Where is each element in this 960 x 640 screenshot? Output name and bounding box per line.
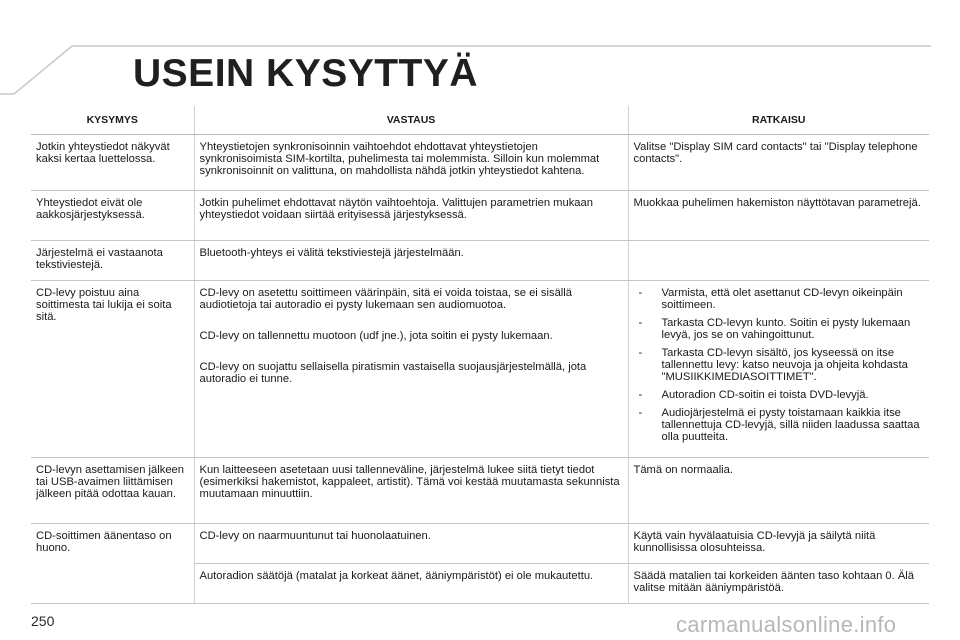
- answer-text: Autoradion säätöjä (matalat ja korkeat äänet, ääniympäristöt) ei ole mukautettu.: [199, 570, 594, 582]
- question-cell: CD-soittimen äänentaso on huono.: [36, 530, 172, 554]
- solution-cell: Tämä on normaalia.: [628, 458, 929, 524]
- page-number: 250: [31, 613, 55, 629]
- table-row: [31, 564, 929, 604]
- solution-list-item: - Audiojärjestelmä ei pysty toistamaan kaikkia itse tallennettuja CD-levyjä, sillä niiden laadussa saattaa olla puutteita.: [634, 407, 926, 443]
- question-cell: [31, 564, 194, 604]
- watermark: carmanualsonline.info: [676, 612, 897, 637]
- question-cell: Jotkin yhteystiedot näkyvät kaksi kertaa luettelossa.: [31, 135, 194, 191]
- solution-cell: Käytä vain hyvälaatuisia CD-levyjä ja säilytä niitä kunnollisissa olosuhteissa.: [628, 524, 929, 564]
- answer-text: Jotkin puhelimet ehdottavat näytön vaihtoehtoja. Valittujen parametrien mukaan yhteystiedot voidaan siirtää erityisessä järjestyksessä.: [199, 197, 593, 221]
- solution-list: [634, 287, 926, 443]
- answer-text: CD-levy on suojattu sellaisella piratismin vastaisella suojausjärjestelmällä, jota autoradio ei tunne.: [199, 361, 587, 385]
- column-header-answer: VASTAUS: [194, 106, 628, 135]
- answer-text: CD-levy on tallennettu muotoon (udf jne.), jota soitin ei pysty lukemaan.: [199, 330, 553, 342]
- solution-cell: [628, 281, 929, 458]
- answer-cell: [194, 281, 628, 458]
- table-header-row: [31, 106, 929, 135]
- faq-table: [31, 106, 929, 604]
- page-title: USEIN KYSYTTYÄ: [133, 52, 479, 95]
- question-cell: CD-levyn asettamisen jälkeen tai USB-avaimen liittämisen jälkeen pitää odottaa kauan.: [31, 458, 194, 524]
- table-row: [31, 191, 929, 241]
- answer-cell: [194, 564, 628, 604]
- table-row: [31, 458, 929, 524]
- solution-cell: Muokkaa puhelimen hakemiston näyttötavan parametrejä.: [628, 191, 929, 241]
- table-row: [31, 524, 929, 564]
- answer-text: CD-levy on asetettu soittimeen väärinpäin, sitä ei voida toistaa, se ei sisällä audiotietoja tai autoradio ei pysty lukemaan sen audiomuotoa.: [199, 287, 572, 311]
- solution-cell: Säädä matalien tai korkeiden äänten taso kohtaan 0. Älä valitse mitään ääniympäristöä.: [628, 564, 929, 604]
- solution-list-item: - Tarkasta CD-levyn kunto. Soitin ei pysty lukemaan levyä, jos se on vahingoittunut.: [634, 317, 926, 341]
- answer-text: Yhteystietojen synkronisoinnin vaihtoehdot ehdottavat yhteystietojen synkronisoimista SIM-kortilta, puhelimesta tai molemmista. Silloin kun molemmat synkronisoinnit on valittuna, on mahdollista nähdä jotkin yhteystiedot kahtena.: [199, 141, 600, 177]
- question-cell: CD-levy poistuu aina soittimesta tai lukija ei soita sitä.: [31, 281, 194, 458]
- question-cell: Järjestelmä ei vastaanota tekstiviestejä.: [31, 241, 194, 281]
- table-row: [31, 241, 929, 281]
- answer-text: Kun laitteeseen asetetaan uusi tallenneväline, järjestelmä lukee siitä tietyt tiedot (esimerkiksi hakemistot, kappaleet, artistit). Tämä voi kestää muutamasta sekunnista muutamaan minuuttiin.: [199, 464, 620, 500]
- table-row: [31, 135, 929, 191]
- table-row: [31, 281, 929, 458]
- answer-cell: [194, 524, 628, 564]
- solution-list-item: - Varmista, että olet asettanut CD-levyn oikeinpäin soittimeen.: [634, 287, 926, 311]
- answer-text: CD-levy on naarmuuntunut tai huonolaatuinen.: [199, 530, 431, 542]
- solution-cell: Valitse "Display SIM card contacts" tai "Display telephone contacts".: [628, 135, 929, 191]
- answer-text: Bluetooth-yhteys ei välitä tekstiviestejä järjestelmään.: [199, 247, 464, 259]
- question-cell: Yhteystiedot eivät ole aakkosjärjestyksessä.: [31, 191, 194, 241]
- answer-cell: [194, 191, 628, 241]
- column-header-solution: RATKAISU: [628, 106, 929, 135]
- answer-cell: [194, 241, 628, 281]
- answer-cell: [194, 458, 628, 524]
- solution-list-item: - Tarkasta CD-levyn sisältö, jos kyseessä on itse tallennettu levy: katso neuvoja ja ohjeita kohdasta "MUSIIKKIMEDIASOITTIMET".: [634, 347, 926, 383]
- column-header-question: KYSYMYS: [31, 106, 194, 135]
- solution-cell: [628, 241, 929, 281]
- answer-cell: [194, 135, 628, 191]
- solution-list-item: - Autoradion CD-soitin ei toista DVD-levyjä.: [634, 389, 926, 401]
